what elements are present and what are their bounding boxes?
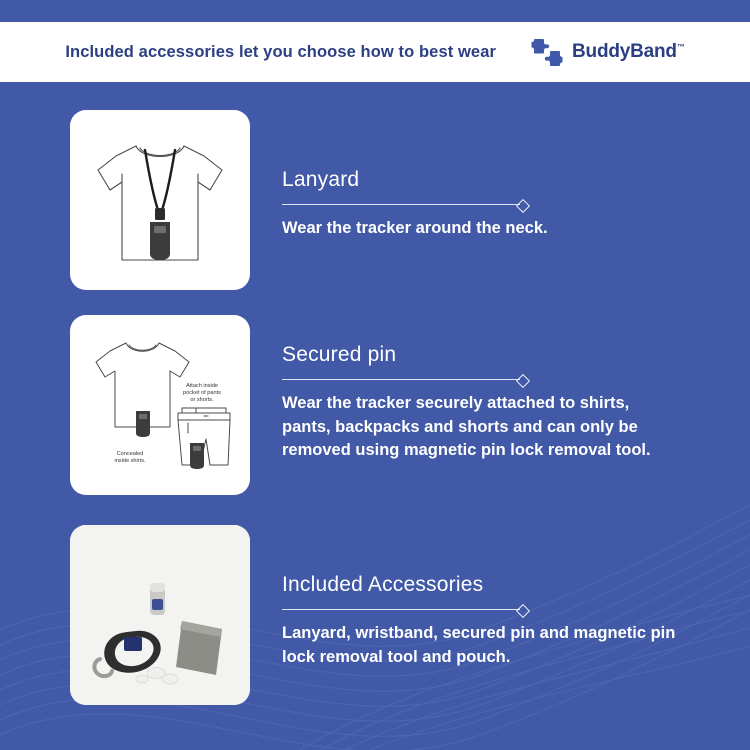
- brand-name: [572, 41, 685, 63]
- brand-name-text: BuddyBand: [572, 41, 677, 62]
- title-divider: [282, 375, 690, 385]
- item-text: [282, 315, 690, 462]
- divider-diamond-icon: [516, 199, 530, 213]
- svg-text:pocket of pants: pocket of pants: [183, 390, 221, 396]
- item-title: Secured pin: [282, 343, 397, 366]
- accessories-photo: [70, 525, 250, 705]
- lanyard-worn-on-tshirt-illustration: [70, 110, 250, 290]
- svg-text:Attach inside: Attach inside: [185, 383, 219, 389]
- header-bar: [0, 22, 750, 82]
- brand-trademark: ™: [676, 42, 685, 52]
- page-title: Included accessories let you choose how to best wear: [65, 42, 497, 61]
- title-divider: [282, 605, 690, 615]
- divider-line: [282, 609, 520, 610]
- list-item: [70, 110, 690, 290]
- divider-diamond-icon: [516, 374, 530, 388]
- divider-line: [282, 204, 520, 205]
- list-item: [70, 315, 690, 495]
- header-content: [65, 35, 684, 69]
- item-description: Lanyard, wristband, secured pin and magnetic pin lock removal tool and pouch.: [282, 624, 676, 666]
- item-title: Lanyard: [282, 168, 360, 191]
- brand-lockup: [530, 35, 685, 69]
- svg-text:Concealed: Concealed: [116, 451, 144, 457]
- title-divider: [282, 200, 690, 210]
- list-item: [70, 525, 690, 705]
- divider-line: [282, 379, 520, 380]
- svg-text:inside shirts.: inside shirts.: [114, 458, 146, 464]
- buddyband-puzzle-logo-icon: [530, 35, 564, 69]
- item-text: [282, 110, 690, 241]
- divider-diamond-icon: [516, 604, 530, 618]
- item-description: Wear the tracker around the neck.: [282, 219, 548, 238]
- item-description: Wear the tracker securely attached to shirts, pants, backpacks and shorts and can only be removed using magnetic pin lock removal tool.: [282, 394, 651, 459]
- svg-text:or shorts.: or shorts.: [190, 397, 214, 403]
- item-title: Included Accessories: [282, 573, 484, 596]
- item-text: [282, 525, 690, 669]
- secured-pin-shirt-and-shorts-illustration: [70, 315, 250, 495]
